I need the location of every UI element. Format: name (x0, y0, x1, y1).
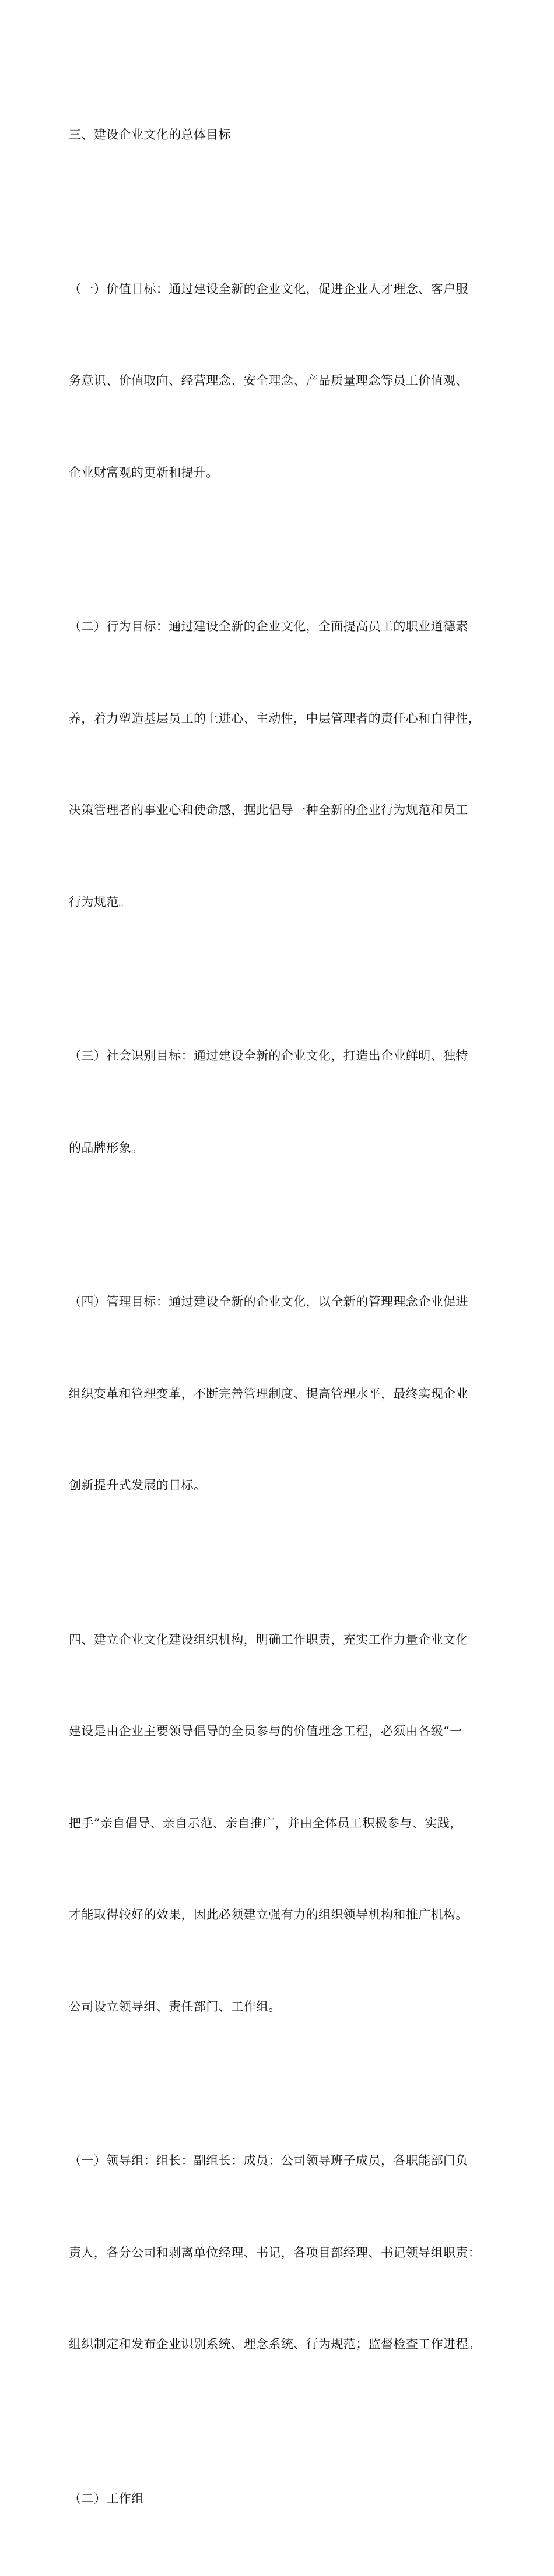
text-line: 把手”亲自倡导、亲自示范、亲自推广，并由全体员工积极参与、实践， (69, 1816, 462, 1830)
section-heading-4-paragraph (69, 1563, 489, 2084)
text-line: （三）社会识别目标：通过建设全新的企业文化，打造出企业鲜明、独特 (69, 1049, 468, 1063)
paragraph-leadership-group (69, 2084, 489, 2421)
text-line: 决策管理者的事业心和使命感，据此倡导一种全新的企业行为规范和员工 (69, 803, 468, 817)
document-body (69, 58, 489, 2576)
text-line: 的品牌形象。 (69, 1140, 144, 1155)
text-line: （一）领导组：组长：副组长：成员：公司领导班子成员，各职能部门负 (69, 2154, 468, 2168)
text-line: （四）管理目标：通过建设全新的企业文化，以全新的管理理念企业促进 (69, 1295, 468, 1309)
text-line: （二）行为目标：通过建设全新的企业文化，全面提高员工的职业道德素 (69, 619, 468, 633)
paragraph-social-identity-goal (69, 979, 489, 1224)
text-line: 四、建立企业文化建设组织机构，明确工作职责，充实工作力量企业文化 (69, 1632, 468, 1647)
text-line: （一）价值目标：通过建设全新的企业文化，促进企业人才理念、客户服 (69, 281, 468, 296)
paragraph-behavior-goal (69, 550, 489, 978)
section-heading-3 (69, 58, 489, 212)
text-line: 创新提升式发展的目标。 (69, 1478, 206, 1492)
text-line: 企业财富观的更新和提升。 (69, 465, 219, 480)
text-line: 责人，各分公司和剥离单位经理、书记，各项目部经理、书记领导组职责： (69, 2245, 481, 2260)
text-line: 三、建设企业文化的总体目标 (69, 128, 232, 142)
text-line: 组织制定和发布企业识别系统、理念系统、行为规范；监督检查工作进程。 (69, 2337, 481, 2351)
text-line: （二）工作组 (69, 2491, 144, 2505)
text-line: 务意识、价值取向、经营理念、安全理念、产品质量理念等员工价值观、 (69, 373, 468, 387)
text-line: 组织变革和管理变革，不断完善管理制度、提高管理水平，最终实现企业 (69, 1386, 468, 1401)
text-line: 养，着力塑造基层员工的上进心、主动性，中层管理者的责任心和自律性， (69, 711, 481, 725)
paragraph-management-goal (69, 1225, 489, 1562)
paragraph-working-group (69, 2422, 489, 2575)
text-line: 建设是由企业主要领导倡导的全员参与的价值理念工程，必须由各级“一 (69, 1724, 462, 1738)
paragraph-value-goal (69, 213, 489, 549)
text-line: 行为规范。 (69, 894, 131, 909)
text-line: 才能取得较好的效果，因此必须建立强有力的组织领导机构和推广机构。 (69, 1908, 468, 1922)
text-line: 公司设立领导组、责任部门、工作组。 (69, 1999, 281, 2014)
